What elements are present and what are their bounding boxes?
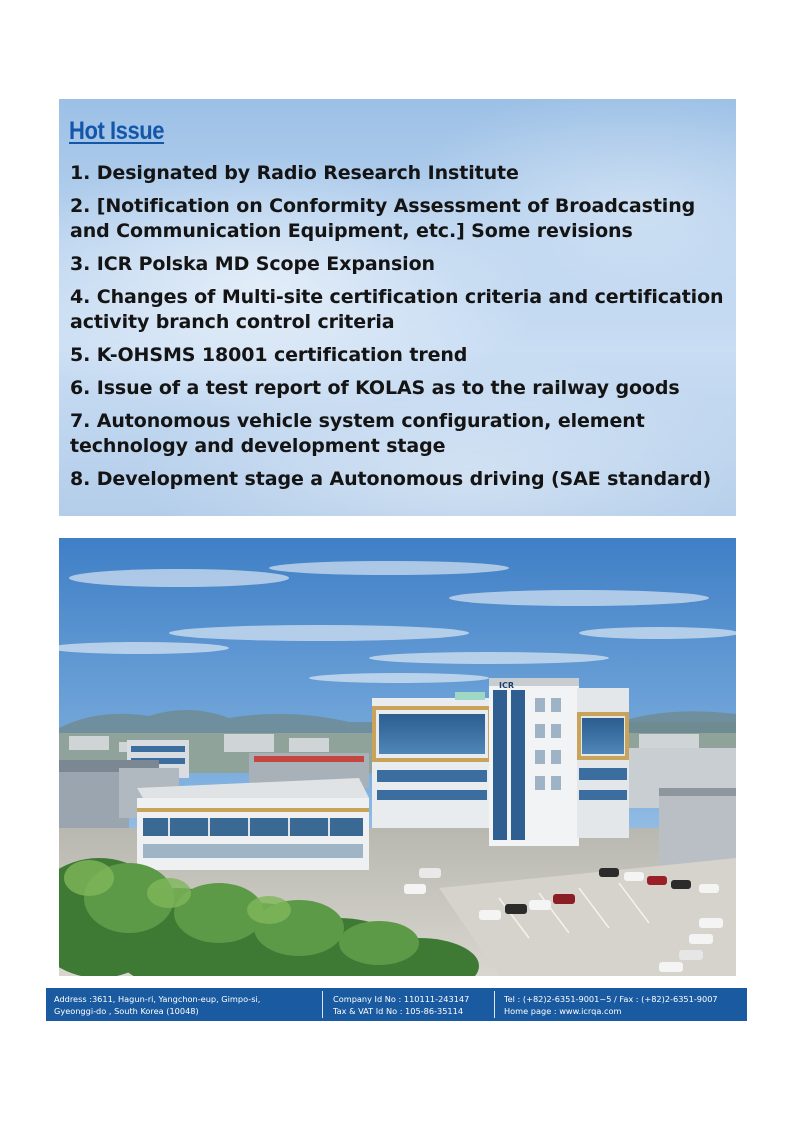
footer-bar xyxy=(46,988,747,1021)
footer-company-ids xyxy=(333,994,493,1017)
hot-issue-title: Hot Issue xyxy=(69,117,165,145)
footer-contact xyxy=(504,994,744,1017)
footer-tel-fax: Tel : (+82)2-6351-9001~5 / Fax : (+82)2-6351-9007 xyxy=(504,994,718,1004)
hot-issue-item: 5. K-OHSMS 18001 certification trend xyxy=(70,344,468,366)
hot-issue-item: 7. Autonomous vehicle system configuration, element technology and development stage xyxy=(70,410,645,457)
hot-issue-item: 3. ICR Polska MD Scope Expansion xyxy=(70,253,435,275)
footer-address-line: Address :3611, Hagun-ri, Yangchon-eup, Gimpo-si, xyxy=(54,994,261,1004)
hot-issue-list xyxy=(70,161,730,500)
hot-issue-panel xyxy=(59,99,736,516)
footer-address-line: Gyeonggi-do , South Korea (10048) xyxy=(54,1005,199,1016)
hot-issue-item: 4. Changes of Multi-site certification criteria and certification activity branch control criteria xyxy=(70,286,724,333)
footer-tax-vat-id: Tax & VAT Id No : 105-86-35114 xyxy=(333,1005,464,1016)
hot-issue-item: 6. Issue of a test report of KOLAS as to the railway goods xyxy=(70,377,680,399)
footer-address xyxy=(54,994,314,1017)
building-sign: ICR xyxy=(499,681,515,690)
footer-divider xyxy=(322,991,323,1018)
building-photo xyxy=(59,538,736,976)
footer-homepage: Home page : www.icrqa.com xyxy=(504,1005,622,1016)
hot-issue-item: 2. [Notification on Conformity Assessment of Broadcasting and Communication Equipment, etc.] Some revisions xyxy=(70,195,696,242)
hot-issue-item: 8. Development stage a Autonomous driving (SAE standard) xyxy=(70,468,712,490)
footer-divider xyxy=(494,991,495,1018)
footer-company-id: Company Id No : 110111-243147 xyxy=(333,994,470,1004)
hot-issue-item: 1. Designated by Radio Research Institute xyxy=(70,162,519,184)
